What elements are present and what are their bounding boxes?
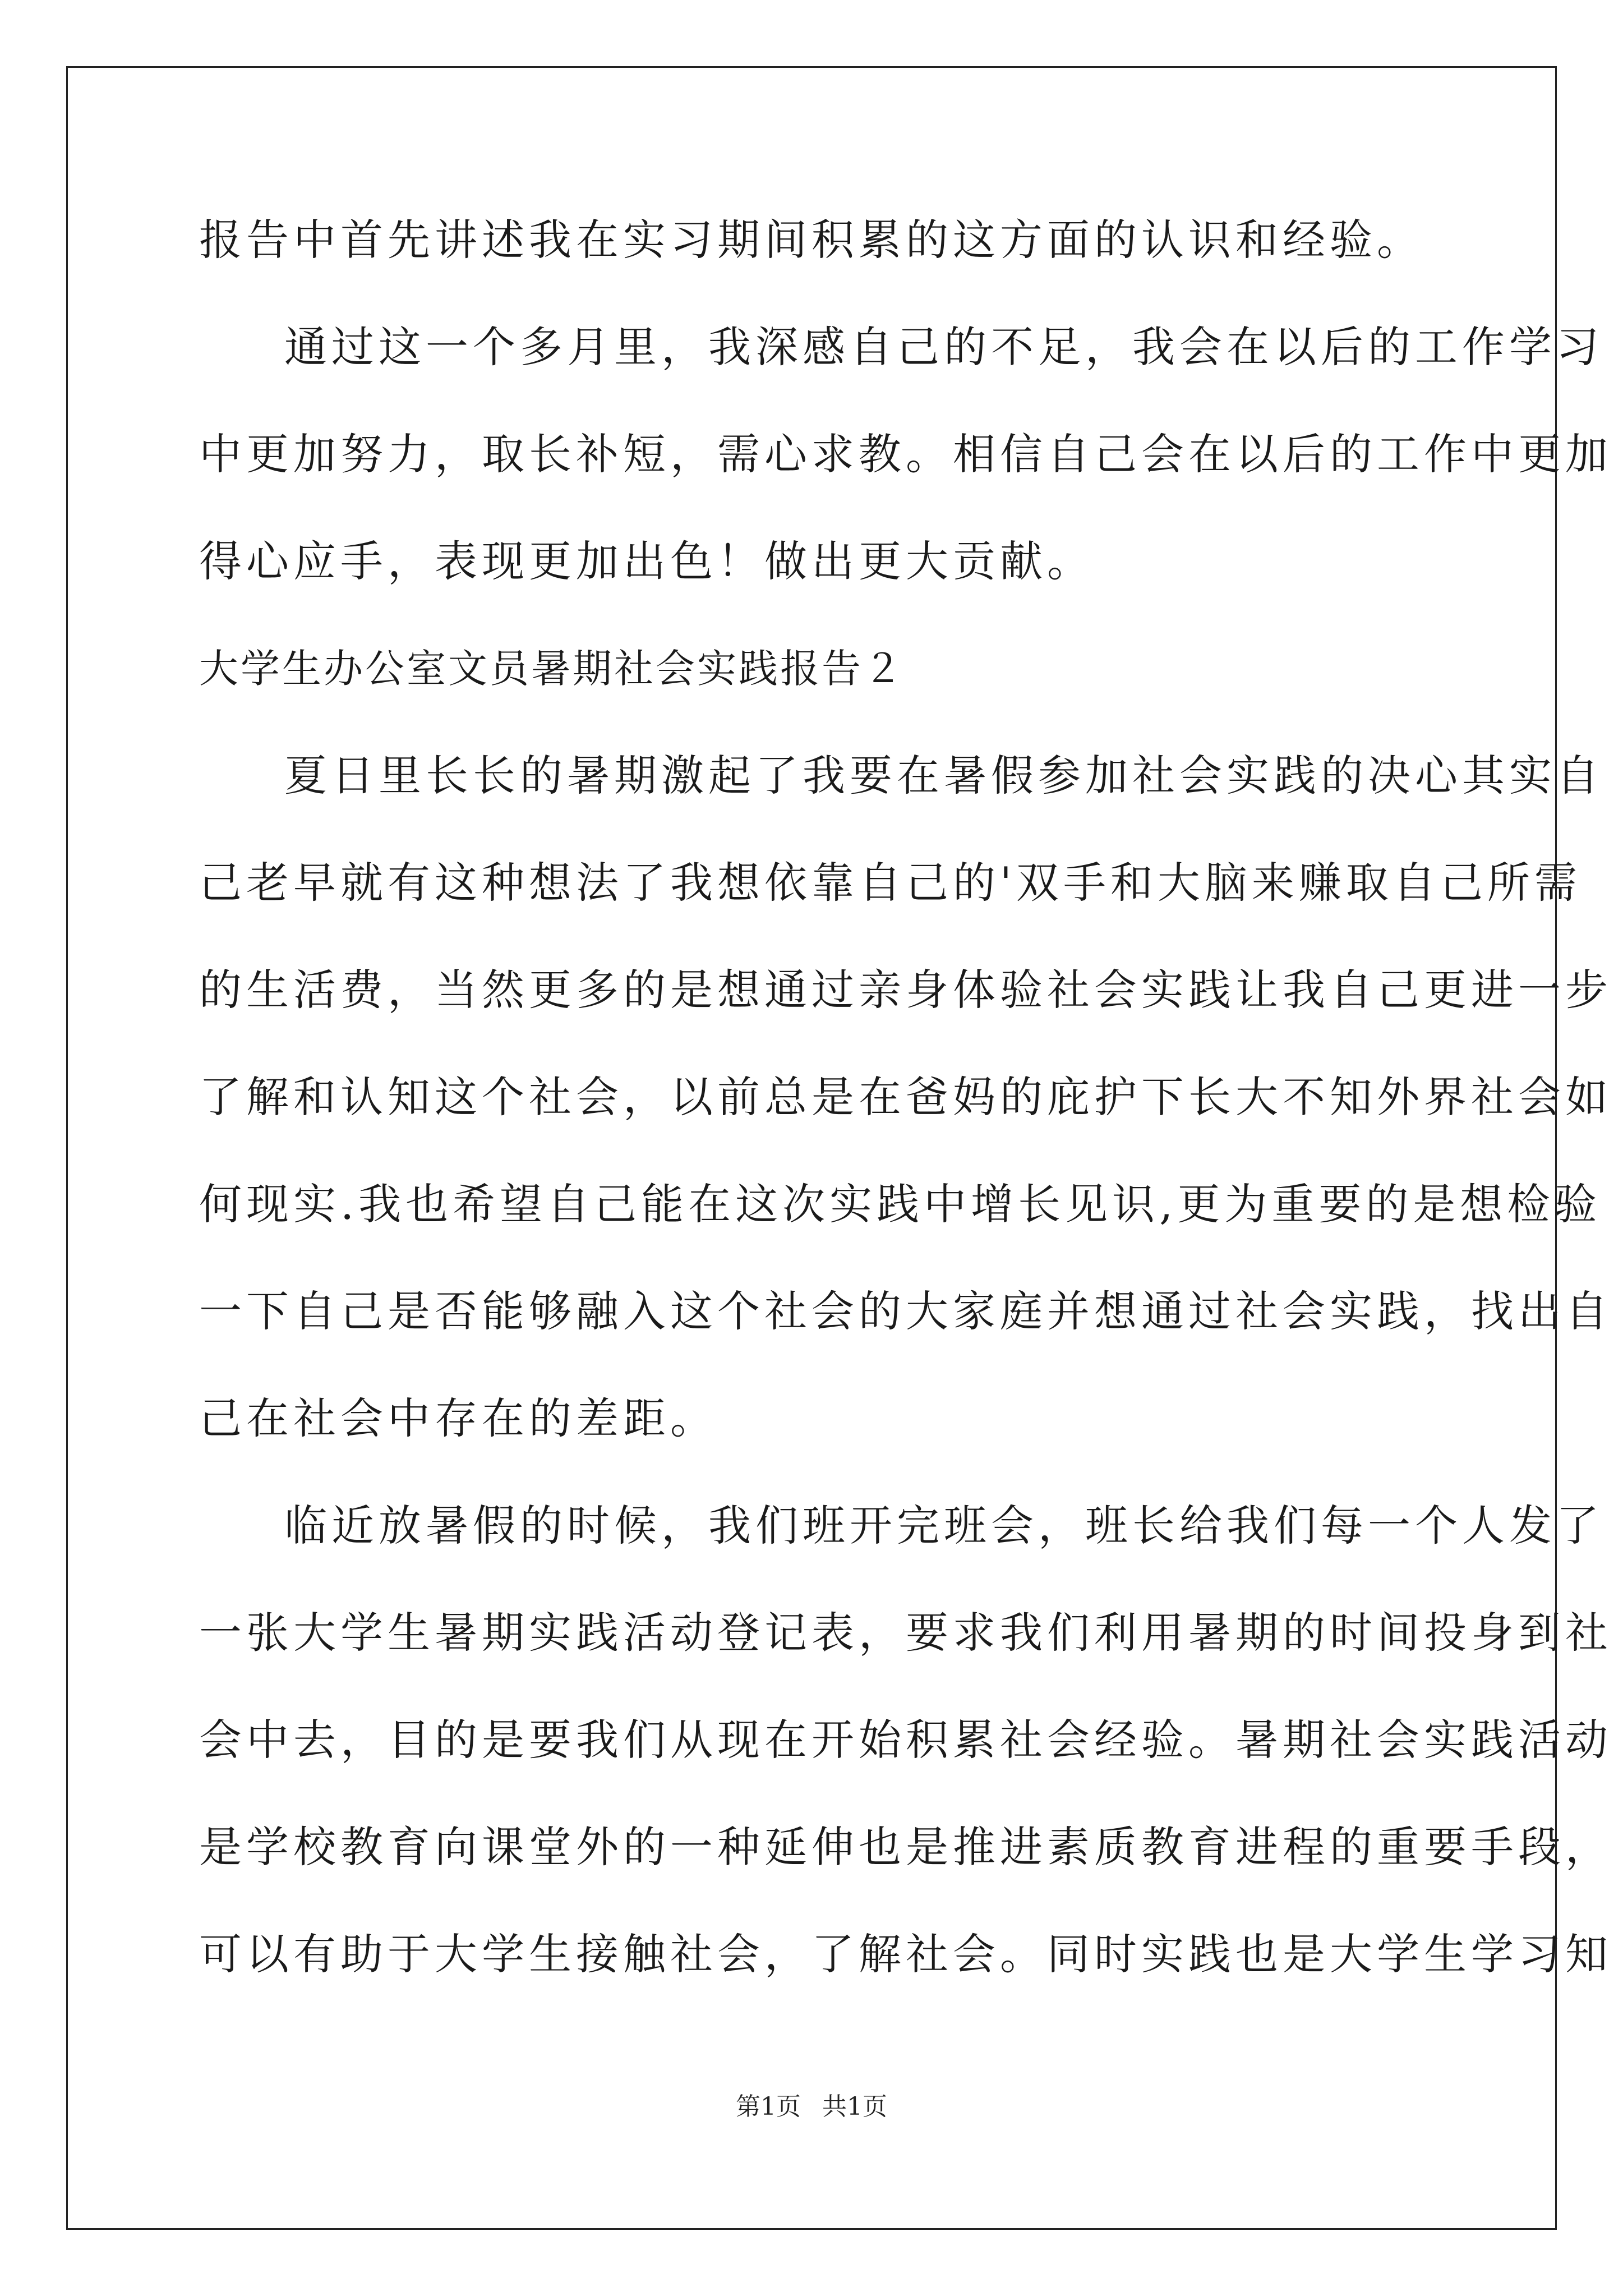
text-line: 何现实.我也希望自己能在这次实践中增长见识,更为重要的是想检验 (199, 1179, 1602, 1229)
text-line: 通过这一个多月里，我深感自己的不足，我会在以后的工作学习 (284, 322, 1603, 372)
text-line: 得心应手，表现更加出色！做出更大贡献。 (199, 536, 1094, 586)
text-line: 临近放暑假的时候，我们班开完班会，班长给我们每一个人发了 (284, 1501, 1603, 1550)
page-border (66, 66, 1557, 2230)
text-line: 了解和认知这个社会，以前总是在爸妈的庇护下长大不知外界社会如 (199, 1072, 1612, 1122)
page-total: 共1页 (822, 2092, 887, 2121)
text-line: 己在社会中存在的差距。 (199, 1393, 717, 1443)
text-line: 中更加努力，取长补短，需心求教。相信自己会在以后的工作中更加 (199, 429, 1612, 479)
text-line: 是学校教育向课堂外的一种延伸也是推进素质教育进程的重要手段， (199, 1822, 1612, 1872)
text-line: 一张大学生暑期实践活动登记表，要求我们利用暑期的时间投身到社 (199, 1608, 1612, 1658)
text-line: 一下自己是否能够融入这个社会的大家庭并想通过社会实践，找出自 (199, 1286, 1612, 1336)
text-line: 夏日里长长的暑期激起了我要在暑假参加社会实践的决心其实自 (284, 751, 1603, 800)
text-line: 可以有助于大学生接触社会，了解社会。同时实践也是大学生学习知 (199, 1929, 1612, 1979)
section-heading: 大学生办公室文员暑期社会实践报告２ (199, 646, 905, 692)
text-line: 报告中首先讲述我在实习期间积累的这方面的认识和经验。 (199, 215, 1424, 265)
page-footer (0, 2090, 1623, 2124)
text-line: 的生活费，当然更多的是想通过亲身体验社会实践让我自己更进一步 (199, 965, 1612, 1015)
page-number: 第1页 (736, 2092, 801, 2121)
text-line: 会中去，目的是要我们从现在开始积累社会经验。暑期社会实践活动 (199, 1715, 1612, 1765)
text-line: 己老早就有这种想法了我想依靠自己的'双手和大脑来赚取自己所需 (199, 858, 1581, 908)
